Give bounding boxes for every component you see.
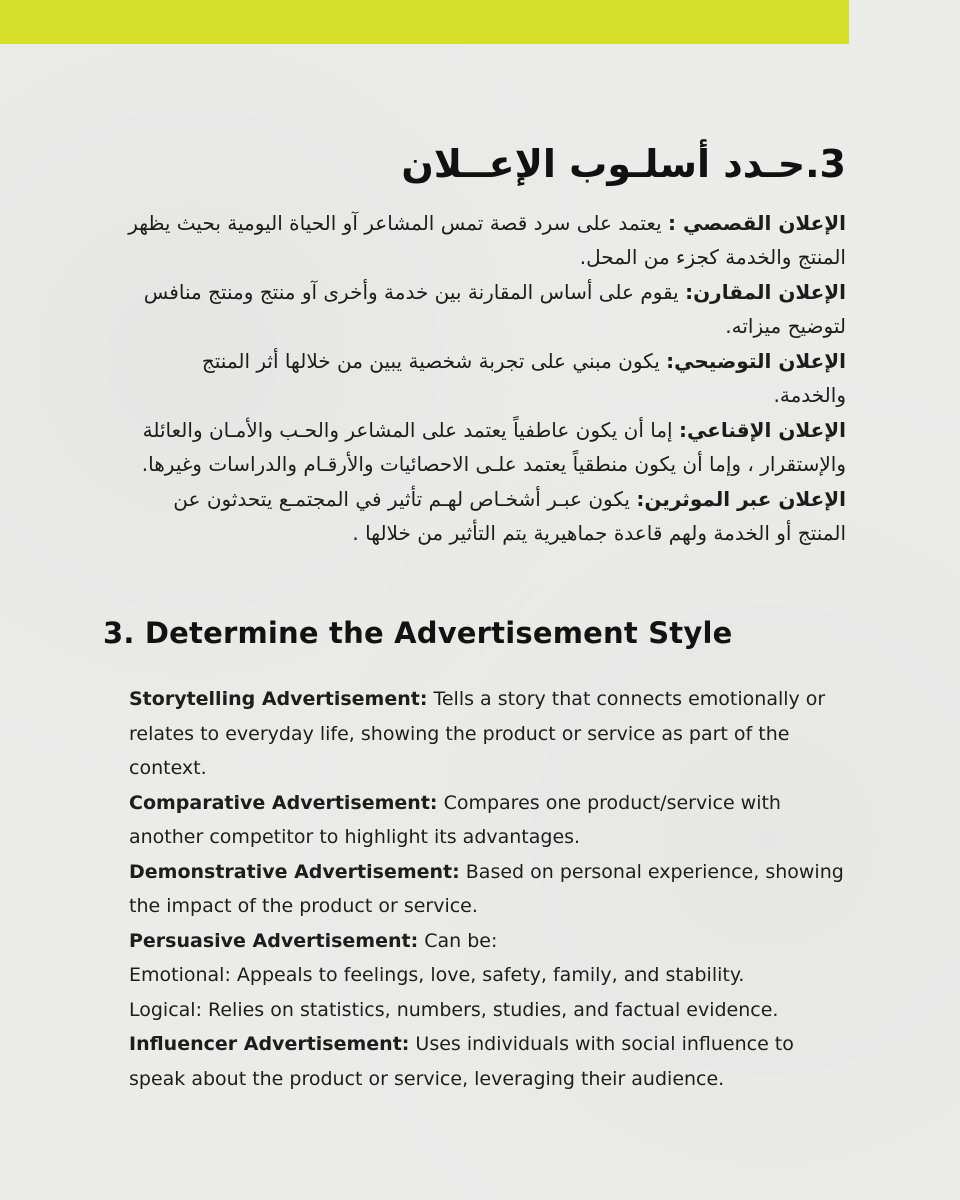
english-text: Compares one product/service with another competitor to highlight its advantages. <box>129 791 781 848</box>
arabic-item-persuasive <box>126 413 846 482</box>
arabic-list <box>126 206 846 551</box>
english-text: Emotional: Appeals to feelings, love, safety, family, and stability. <box>129 964 745 986</box>
english-term: Persuasive Advertisement: <box>129 929 419 952</box>
english-term: Storytelling Advertisement: <box>129 688 428 710</box>
arabic-item-influencer <box>126 482 846 551</box>
arabic-text: يقوم على أساس المقارنة بين خدمة وأخرى آو منتج ومنتج منافس لتوضيح ميزاته. <box>143 279 846 339</box>
english-text: Can be: <box>418 929 498 952</box>
english-item-comparative <box>129 786 849 855</box>
english-item-emotional <box>129 958 849 993</box>
arabic-section <box>126 142 846 551</box>
english-term: Demonstrative Advertisement: <box>129 860 460 883</box>
english-list <box>129 682 849 1096</box>
english-item-demonstrative <box>129 855 849 924</box>
arabic-term: الإعلان المقارن: <box>685 279 846 304</box>
english-item-persuasive <box>129 924 849 959</box>
english-term: Comparative Advertisement: <box>129 791 438 814</box>
english-item-influencer <box>129 1027 849 1096</box>
english-item-logical <box>129 993 849 1028</box>
arabic-text: يعتمد على سرد قصة تمس المشاعر آو الحياة اليومية بحيث يظهر المنتج والخدمة كجزء من المحل. <box>128 210 846 270</box>
arabic-term: الإعلان التوضيحي: <box>666 348 846 373</box>
english-text: Based on personal experience, showing the impact of the product or service. <box>129 860 844 917</box>
arabic-text: يكون مبني على تجربة شخصية يبين من خلالها أثر المنتج والخدمة. <box>201 348 846 408</box>
english-text: Logical: Relies on statistics, numbers, studies, and factual evidence. <box>129 998 779 1021</box>
english-heading: 3. Determine the Advertisement Style <box>103 616 733 650</box>
arabic-item-storytelling <box>126 206 846 275</box>
english-text: Uses individuals with social influence to speak about the product or service, leveraging their audience. <box>129 1033 794 1090</box>
arabic-text: إما أن يكون عاطفياً يعتمد على المشاعر والحـب والأمـان والعائلة والإستقرار ، وإما أن يكون منطقياً يعتمد علـى الاحصائيات والأرقـام والدراسات وغيرها. <box>141 417 846 477</box>
arabic-heading: 3.حـدد أسلـوب الإعــلان <box>401 142 846 186</box>
arabic-item-comparative <box>126 275 846 344</box>
arabic-term: الإعلان القصصي : <box>668 210 846 235</box>
english-item-storytelling <box>129 682 849 786</box>
arabic-term: الإعلان الإقناعي: <box>678 417 846 442</box>
arabic-text: يكون عبـر أشخـاص لهـم تأثير في المجتمـع يتحدثون عن المنتج أو الخدمة ولهم قاعدة جماهيرية يتم التأثير من خلالها . <box>173 486 846 546</box>
arabic-item-demonstrative <box>126 344 846 413</box>
english-text: Tells a story that connects emotionally or relates to everyday life, showing the product or service as part of the context. <box>129 688 826 779</box>
english-term: Influencer Advertisement: <box>129 1033 410 1055</box>
accent-bar <box>0 0 849 44</box>
arabic-term: الإعلان عبر الموثرين: <box>636 486 846 511</box>
